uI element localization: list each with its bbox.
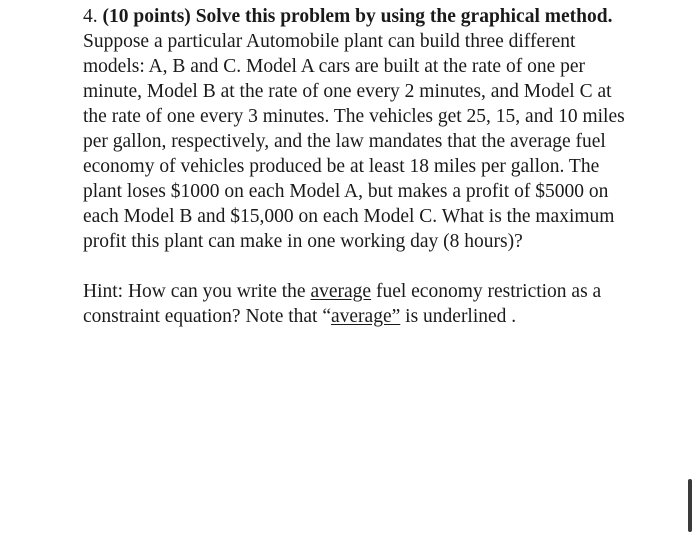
hint-text-2: fuel economy restriction as a constraint equation? Note that “ [83, 281, 602, 327]
question-heading [83, 4, 628, 29]
hint-paragraph [83, 279, 628, 329]
question-number: 4. [83, 6, 98, 27]
question-points: (10 points) [102, 6, 191, 27]
hint-text-1: Hint: How can you write the [83, 281, 311, 302]
hint-text-3: is underlined . [400, 306, 517, 327]
document-content [83, 4, 628, 329]
problem-statement: Suppose a particular Automobile plant can build three different models: A, B and C. Model A cars are built at the rate of one per minute, Model B at the rate of one every 2 minutes, and Model C at the rate of one every 3 minutes. The vehicles get 25, 15, and 10 miles per gallon, respectively, and the law mandates that the average fuel economy of vehicles produced be at least 18 miles per gallon. The plant loses $1000 on each Model A, but makes a profit of $5000 on each Model B and $15,000 on each Model C. What is the maximum profit this plant can make in one working day (8 hours)? [83, 31, 625, 252]
hint-underlined-average-2: average” [331, 306, 401, 327]
scrollbar-thumb[interactable] [688, 479, 692, 532]
question-instruction: Solve this problem by using the graphical method. [190, 6, 613, 27]
hint-underlined-average-1: average [310, 281, 372, 302]
